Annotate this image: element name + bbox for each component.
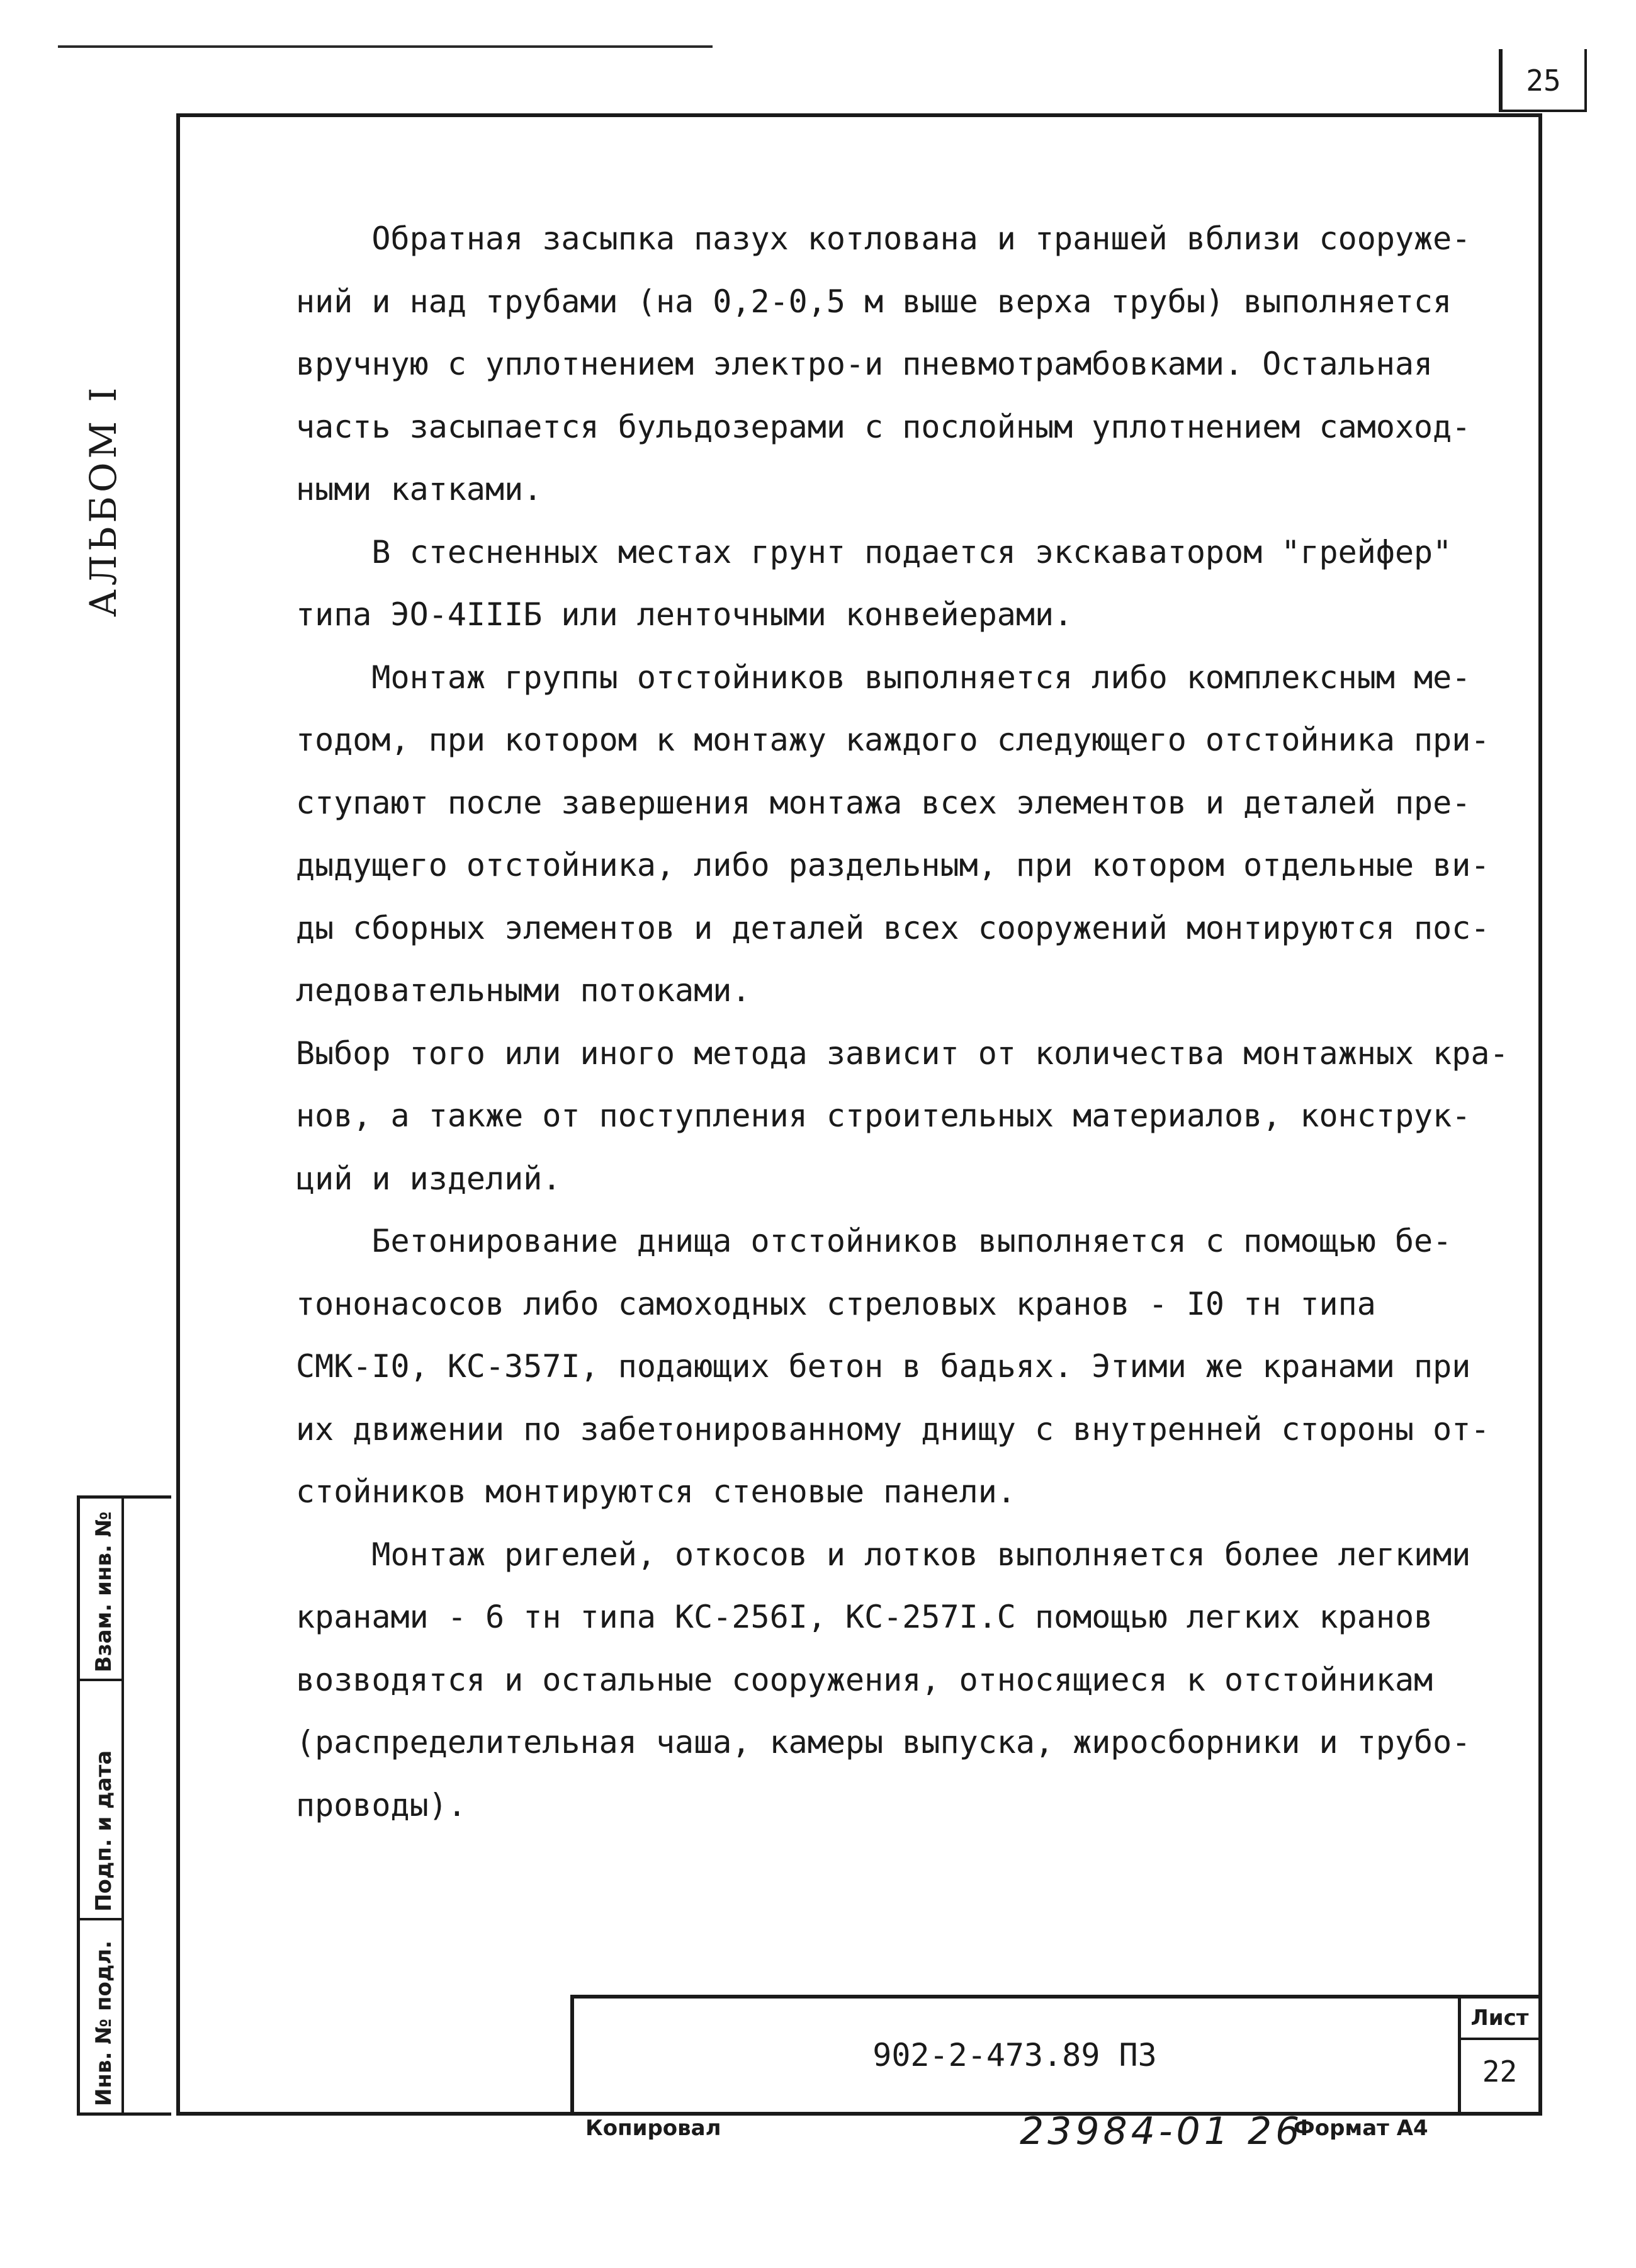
text-line: вручную с уплотнением электро-и пневмотрамбовками. Остальная <box>296 346 1433 382</box>
text-line: стойников монтируются стеновые панели. <box>296 1473 1016 1510</box>
inventory-number: 23984-01 26 <box>1020 2109 1304 2153</box>
sheet-label: Лист <box>1461 1999 1538 2040</box>
text-line: ды сборных элементов и деталей всех сооружений монтируются пос- <box>296 909 1490 946</box>
page-number: 25 <box>1499 49 1587 112</box>
text-line: ными катками. <box>296 471 543 507</box>
stamp-cell-replacement-inv <box>80 1499 124 1681</box>
text-line: Монтаж группы отстойников выполняется либо комплексным ме- <box>296 659 1471 696</box>
top-rule <box>58 45 713 48</box>
text-line: кранами - 6 тн типа КС-256I, КС-257I.С помощью легких кранов <box>296 1599 1433 1635</box>
text-line: часть засыпается бульдозерами с послойным уплотнением самоход- <box>296 408 1471 445</box>
sheet-number: 22 <box>1482 2055 1518 2089</box>
text-line: Выбор того или иного метода зависит от количества монтажных кра- <box>296 1035 1509 1072</box>
text-line: проводы). <box>296 1786 466 1823</box>
text-line: возводятся и остальные сооружения, относящиеся к отстойникам <box>296 1661 1433 1698</box>
text-line: тодом, при котором к монтажу каждого следующего отстойника при- <box>296 722 1490 758</box>
side-stamp-block <box>77 1495 171 2116</box>
stamp-cell-original-inv <box>80 1920 124 2112</box>
text-line: Бетонирование днища отстойников выполняется с помощью бе- <box>296 1223 1452 1259</box>
stamp-label-original-inv: Инв. № подл. <box>91 1940 116 2106</box>
stamp-label-signature-date: Подп. и дата <box>91 1750 116 1912</box>
text-line: Монтаж ригелей, откосов и лотков выполняется более легкими <box>296 1536 1471 1573</box>
text-line: (распределительная чаша, камеры выпуска, жиросборники и трубо- <box>296 1724 1471 1761</box>
text-line: дыдущего отстойника, либо раздельным, при котором отдельные ви- <box>296 847 1490 883</box>
document-code: 902-2-473.89 ПЗ <box>872 2037 1157 2073</box>
text-line: СМК-I0, КС-357I, подающих бетон в бадьях. Этими же кранами при <box>296 1348 1471 1385</box>
stamp-cell-signature-date <box>80 1681 124 1920</box>
body-text <box>296 208 1511 1837</box>
stamp-label-replacement-inv: Взам. инв. № <box>91 1511 116 1672</box>
title-block <box>570 1995 1542 2116</box>
album-label: АЛЬБОМ I <box>82 383 125 617</box>
text-line: ступают после завершения монтажа всех элементов и деталей пре- <box>296 784 1471 821</box>
format-label: Формат А4 <box>1294 2116 1428 2141</box>
text-line: нов, а также от поступления строительных материалов, конструк- <box>296 1097 1471 1134</box>
text-line: типа ЭО-4IIIБ или ленточными конвейерами. <box>296 596 1073 633</box>
text-line: ний и над трубами (на 0,2-0,5 м выше верха трубы) выполняется <box>296 283 1452 320</box>
text-line: ледовательными потоками. <box>296 972 751 1009</box>
text-line: их движении по забетонированному днищу с внутренней стороны от- <box>296 1410 1490 1448</box>
text-line: ций и изделий. <box>296 1160 561 1197</box>
copied-label: Копировал <box>585 2116 721 2141</box>
text-line: Обратная засыпка пазух котлована и траншей вблизи сооруже- <box>296 220 1471 257</box>
text-line: тононасосов либо самоходных стреловых кранов - I0 тн типа <box>296 1285 1376 1322</box>
text-line: В стесненных местах грунт подается экскаватором "грейфер" <box>296 533 1452 570</box>
sheet-cell <box>1458 1999 1538 2112</box>
